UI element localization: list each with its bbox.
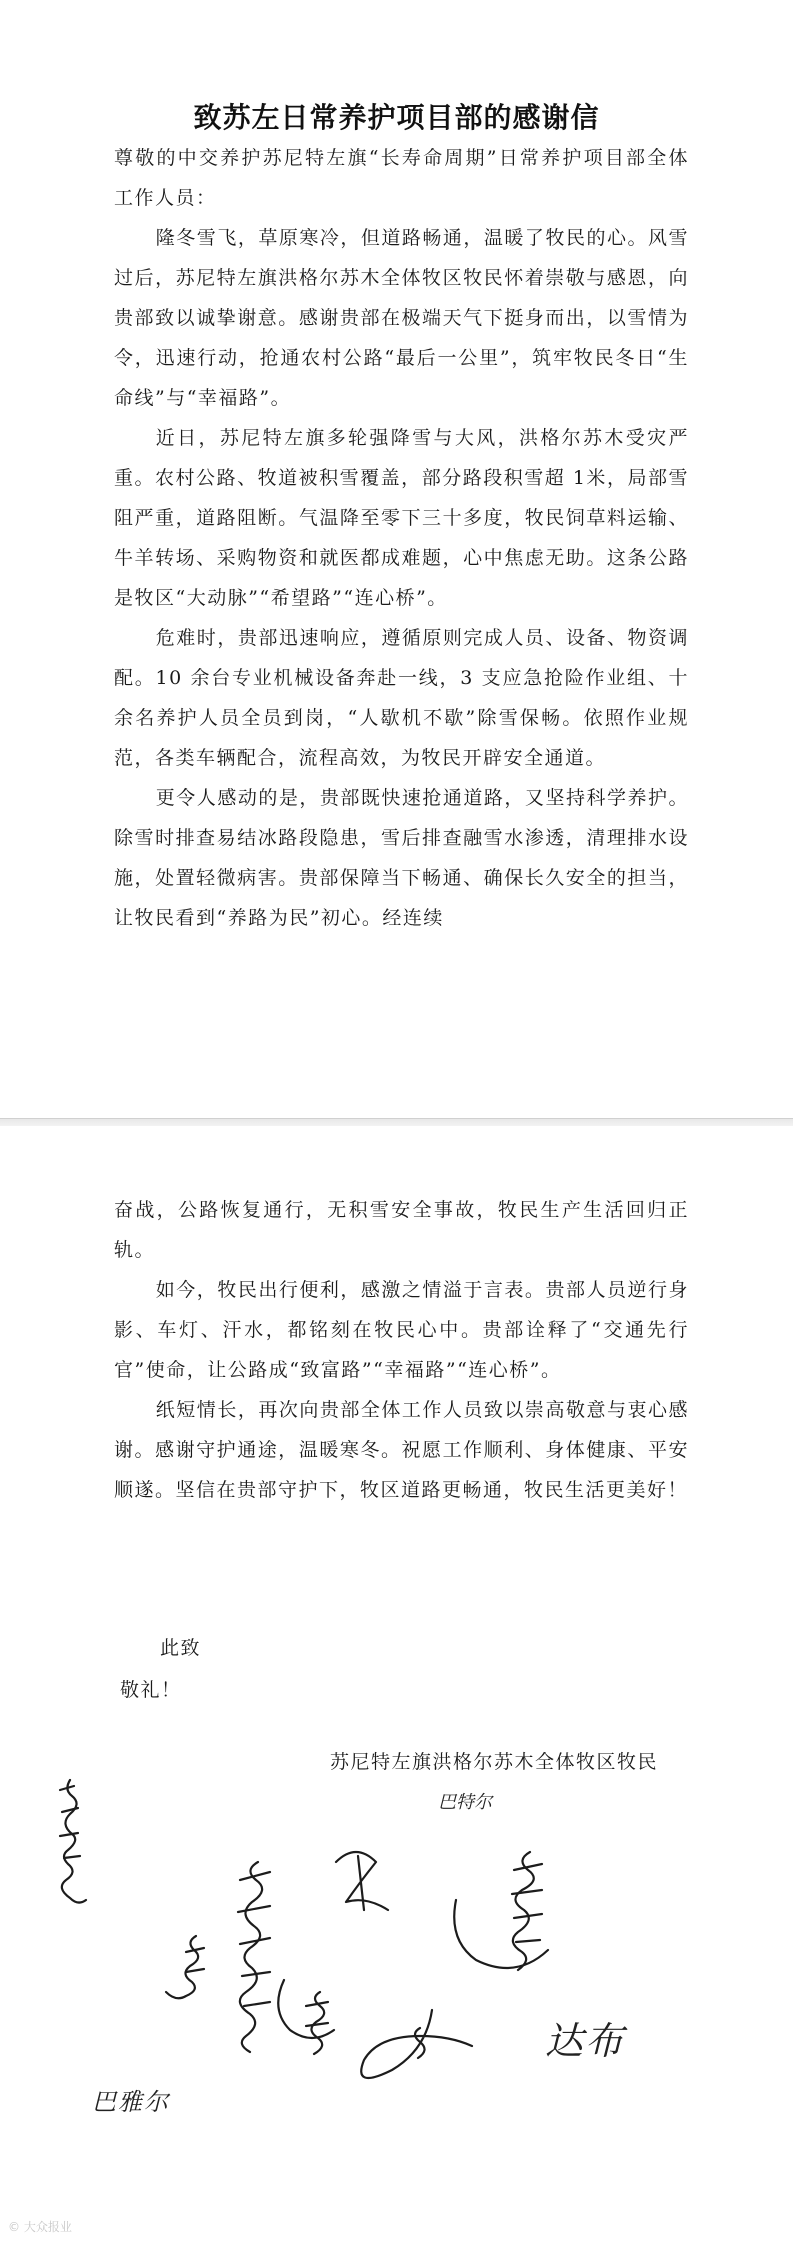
paragraph-2: 近日，苏尼特左旗多轮强降雪与大风，洪格尔苏木受灾严重。农村公路、牧道被积雪覆盖，部分路段积雪超 1米，局部雪阻严重，道路阻断。气温降至零下三十多度，牧民饲草料运输、牛羊转场、采购物资和就医都成难题，心中焦虑无助。这条公路是牧区“大动脉”“希望路”“连心桥”。 (114, 427, 689, 609)
paragraph-3: 危难时，贵部迅速响应，遵循原则完成人员、设备、物资调配。10 余台专业机械设备奔赴一线，3 支应急抢险作业组、十余名养护人员全员到岗，“人歇机不歇”除雪保畅。依照作业规范，各类车辆配合，流程高效，为牧民开辟安全通道。 (114, 627, 689, 769)
signature-vertical-2 (240, 1862, 262, 2052)
closing-jing-li: 敬礼！ (120, 1679, 182, 1701)
salutation-text: 尊敬的中交养护苏尼特左旗“长寿命周期”日常养护项目部全体工作人员： (114, 147, 689, 209)
signature-loop-1 (336, 1852, 388, 1910)
signature-vertical-1 (62, 1780, 86, 1903)
watermark: © 大众报业 (8, 2220, 72, 2234)
paragraph-6: 纸短情长，再次向贵部全体工作人员致以崇高敬意与衷心感谢。感谢守护通途，温暖寒冬。祝愿工作顺利、身体健康、平安顺遂。坚信在贵部守护下，牧区道路更畅通，牧民生活更美好！ (114, 1399, 689, 1501)
handwritten-name-dabu: 达布 (545, 2019, 626, 2063)
handwritten-name-bater: 巴特尔 (438, 1792, 492, 1813)
paragraph-4-continued: 奋战，公路恢复通行，无积雪安全事故，牧民生产生活回归正轨。 (114, 1199, 689, 1261)
signature-vertical-3 (166, 1936, 198, 1998)
letter-title: 致苏左日常养护项目部的感谢信 (193, 101, 600, 134)
handwritten-name-bayaer: 巴雅尔 (92, 2088, 170, 2116)
paragraph-5: 如今，牧民出行便利，感激之情溢于言表。贵部人员逆行身影、车灯、汗水，都铭刻在牧民心中。贵部诠释了“交通先行官”使命，让公路成“致富路”“幸福路”“连心桥”。 (114, 1279, 689, 1381)
closing-ci-zhi: 此致 (160, 1637, 202, 1659)
signature-loop-2 (361, 2010, 472, 2078)
signer-line: 苏尼特左旗洪格尔苏木全体牧区牧民 (330, 1751, 659, 1773)
paragraph-1: 隆冬雪飞，草原寒冷，但道路畅通，温暖了牧民的心。风雪过后，苏尼特左旗洪格尔苏木全体牧区牧民怀着崇敬与感恩，向贵部致以诚挚谢意。感谢贵部在极端天气下挺身而出，以雪情为令，迅速行动，抢通农村公路“最后一公里”，筑牢牧民冬日“生命线”与“幸福路”。 (114, 227, 689, 409)
paragraph-4: 更令人感动的是，贵部既快速抢通道路，又坚持科学养护。除雪时排查易结冰路段隐患，雪后排查融雪水渗透，清理排水设施，处置轻微病害。贵部保障当下畅通、确保长久安全的担当，让牧民看到“养路为民”初心。经连续 (114, 787, 689, 929)
